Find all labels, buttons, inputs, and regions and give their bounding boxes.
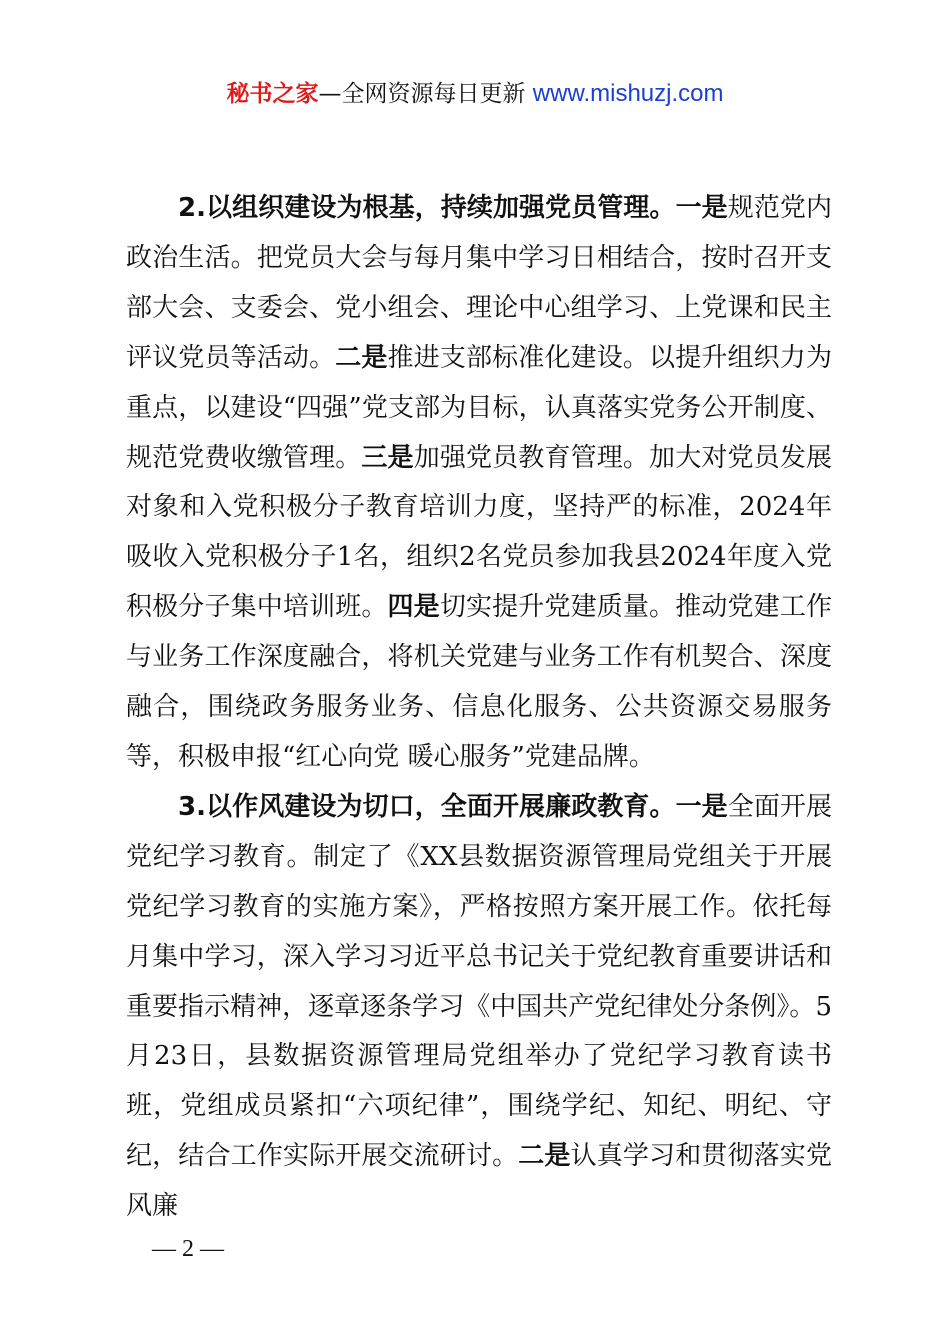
point-text: 全面开展党纪学习教育。制定了《XX县数据资源管理局党组关于开展党纪学习教育的实施方案》，严格按照方案开展工作。依托每月集中学习，深入学习习近平总书记关于党纪教育重要讲话和重要指示精神，逐章逐条学习《中国共产党纪律处分条例》。5月23日，县数据资源管理局党组举办了党纪学习教育读书班，党组成员紧扣“六项纪律”，围绕学纪、知纪、明纪、守纪，结合工作实际开展交流研讨。 [126, 791, 832, 1172]
point-text: 切实提升党建质量。推动党建工作与业务工作深度融合，将机关党建与业务工作有机契合、深度融合，围绕政务服务业务、信息化服务、公共资源交易服务等，积极申报“红心向党 暖心服务”党建品牌。 [126, 592, 832, 772]
point-text: 认真学习和贯彻落实党风廉 [126, 1141, 832, 1222]
point-marker: 四是 [387, 592, 440, 623]
header-url-link[interactable]: www.mishuzj.com [532, 80, 724, 107]
point-marker: 二是 [518, 1141, 571, 1172]
section-heading: 3.以作风建设为切口，全面开展廉政教育。 [178, 791, 676, 822]
paragraph-section-2 [126, 184, 832, 783]
point-text: 加强党员教育管理。加大对党员发展对象和入党积极分子教育培训力度，坚持严的标准，2024年吸收入党积极分子1名，组织2名党员参加我县2024年度入党积极分子集中培训班。 [126, 442, 832, 623]
point-marker: 一是 [675, 791, 728, 822]
point-text: 规范党内政治生活。把党员大会与每月集中学习日相结合，按时召开支部大会、支委会、党小组会、理论中心组学习、上党课和民主评议党员等活动。 [126, 193, 832, 373]
point-marker: 一是 [675, 193, 728, 223]
paragraph-section-3 [126, 783, 832, 1232]
brand-name: 秘书之家 [226, 81, 319, 107]
section-heading: 2.以组织建设为根基，持续加强党员管理。 [178, 193, 676, 223]
page-header [0, 78, 950, 110]
header-tagline: —全网资源每日更新 [318, 81, 533, 107]
point-marker: 二是 [335, 342, 388, 373]
document-body [126, 184, 832, 1232]
page-number: — 2 — [152, 1236, 224, 1262]
point-marker: 三是 [361, 442, 414, 473]
point-text: 推进支部标准化建设。以提升组织力为重点，以建设“四强”党支部为目标，认真落实党务公开制度、规范党费收缴管理。 [126, 342, 832, 473]
